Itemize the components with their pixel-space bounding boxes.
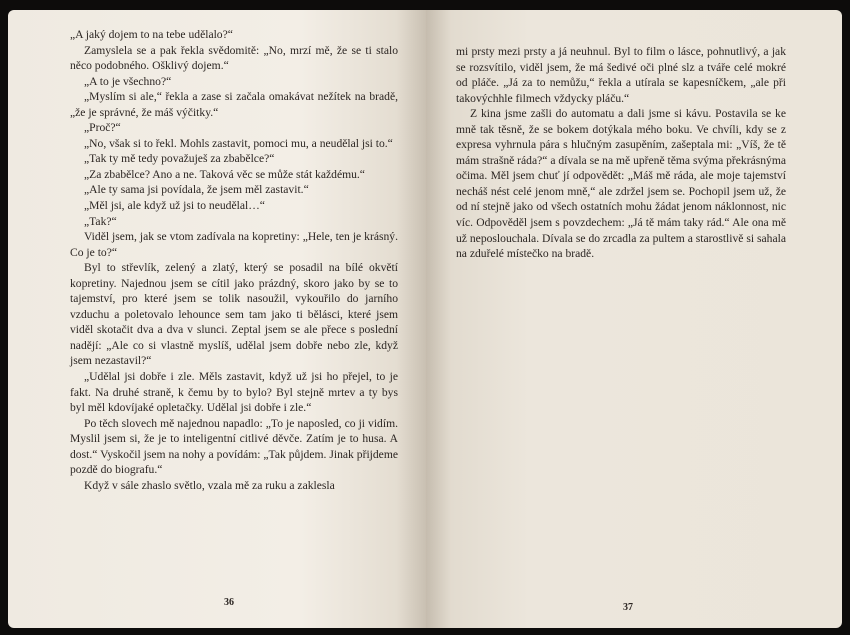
left-page — [8, 10, 426, 628]
paragraph: „No, však si to řekl. Mohls zastavit, pomoci mu, a neudělal jsi to.“ — [84, 136, 393, 150]
left-page-text — [70, 27, 398, 493]
paragraph: „Tak ty mě tedy považuješ za zbabělce?“ — [84, 152, 275, 166]
page-number-right: 37 — [623, 602, 633, 613]
paragraph: Byl to střevlík, zelený a zlatý, který se posadil na bílé okvětí kopretiny. Najednou jsem se cítil jako prázdný, skoro jako by se to tajemství, pro které jsem se tolik nasoužil, vykouřilo do jarního vzduchu a poletovalo lehounce sem tam jako ti bělásci, které jsem viděl skotačit dva a dva v slunci. Zeptal jsem se ale přece s poslední nadějí: „Ale co si vlastně myslíš, udělal jsem dobře nebo zle, když jsem nezastavil?“ — [70, 261, 398, 368]
paragraph: Z kina jsme zašli do automatu a dali jsme si kávu. Postavila se ke mně tak těsně, že se bokem dotýkala mého boku. Ve chvíli, kdy se z expresa vyhrnula pára s hlučným zasupěním, zašeptala mi: „Víš, že tě mám strašně ráda?“ a dívala se na mě upřeně těma svýma překrásnýma očima. Měl jsem chuť jí odpovědět: „Máš mě ráda, ale moje tajemství necháš nést celé jenom mně,“ ale zdržel jsem se. Pochopil jsem už, že od ní stejně jako od všech ostatních mohu žádat jenom náklonnost, nic víc. Odpověděl jsem s povzdechem: „Já tě mám taky rád.“ Ale ona mě už neposlouchala. Dívala se do zrcadla za pultem a starostlivě si sahala na zduřelé místečko na bradě. — [456, 107, 786, 261]
paragraph: Viděl jsem, jak se vtom zadívala na kopretiny: „Hele, ten je krásný. Co je to?“ — [70, 230, 398, 259]
open-book — [8, 10, 842, 628]
paragraph: „Tak?“ — [84, 214, 117, 228]
paragraph: „Proč?“ — [84, 121, 121, 135]
paragraph: „A to je všechno?“ — [84, 74, 172, 88]
paragraph: „Udělal jsi dobře i zle. Měls zastavit, když už jsi ho přejel, to je fakt. Na druhé straně, k čemu by to bylo? Byl stejně mrtev a ty bys byl měl kdovíjaké opletačky. Udělal jsi dobře i zle.“ — [70, 370, 398, 415]
paragraph: „Ale ty sama jsi povídala, že jsem měl zastavit.“ — [84, 183, 309, 197]
paragraph: „Za zbabělce? Ano a ne. Taková věc se může stát každému.“ — [84, 167, 365, 181]
page-number-left: 36 — [224, 597, 234, 608]
paragraph: „Myslím si ale,“ řekla a zase si začala omakávat nežítek na bradě, „že je správné, že máš výčitky.“ — [70, 90, 398, 119]
paragraph: Když v sále zhaslo světlo, vzala mě za ruku a zaklesla — [84, 478, 335, 492]
right-page-text — [456, 44, 786, 262]
paragraph: „A jaký dojem to na tebe udělalo?“ — [70, 28, 233, 41]
right-page — [426, 10, 842, 628]
paragraph: „Měl jsi, ale když už jsi to neudělal…“ — [84, 199, 265, 213]
paragraph: Zamyslela se a pak řekla svědomitě: „No, mrzí mě, že se ti stalo něco podobného. Ošklivý dojem.“ — [70, 43, 398, 73]
paragraph: Po těch slovech mě najednou napadlo: „To je naposled, co ji vidím. Myslil jsem si, že je to inteligentní citlivé děvče. Zatím je to husa. A dost.“ Vyskočil jsem na nohy a povídám: „Tak půjdem. Jinak přijdeme pozdě do biografu.“ — [70, 416, 398, 477]
paragraph: mi prsty mezi prsty a já neuhnul. Byl to film o lásce, pohnutlivý, a jak se rozsvítilo, viděl jsem, že má šedivé oči plné slz a tváře celé mokré od pláče. „Já za to nemůžu,“ řekla a utírala se kapesníčkem, „ale při takovýchhle filmech vždycky pláču.“ — [456, 45, 786, 105]
